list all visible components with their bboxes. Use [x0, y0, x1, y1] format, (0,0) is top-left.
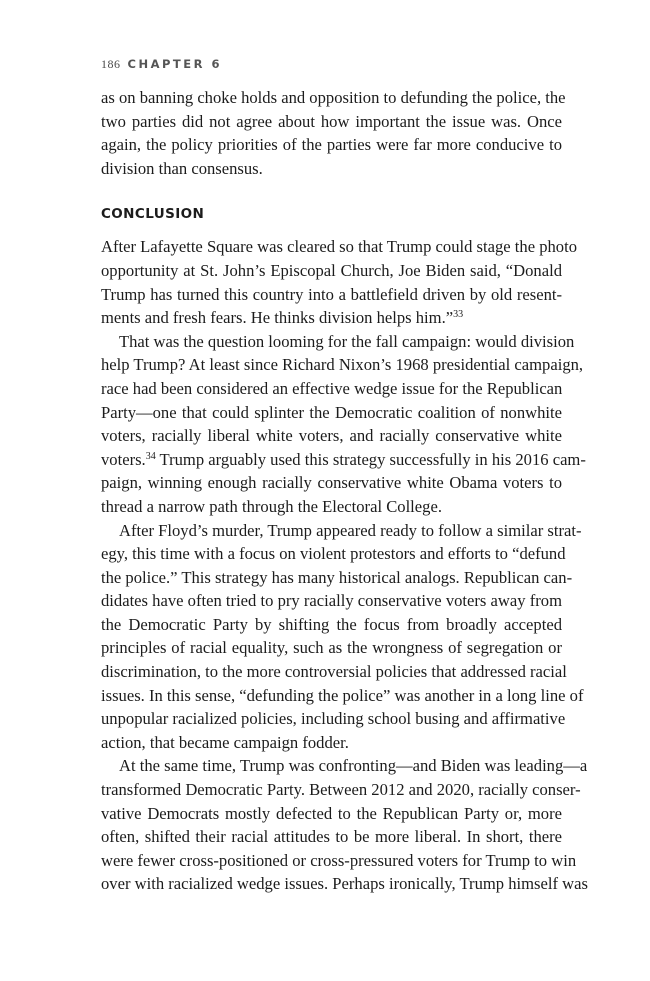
paragraph-3: [101, 519, 584, 755]
text-line: That was the question looming for the fall campaign: would division: [119, 331, 575, 351]
text-line: thread a narrow path through the Electoral College.: [101, 496, 442, 516]
text-line: After Floyd’s murder, Trump appeared ready to follow a similar strat-: [119, 520, 582, 540]
text-line: were fewer cross-positioned or cross-pressured voters for Trump to win: [101, 850, 577, 870]
text-line: again, the policy priorities of the parties were far more conducive to: [101, 135, 562, 155]
text-line: Party—one that could splinter the Democratic coalition of nonwhite: [101, 402, 562, 422]
text-line: the Democratic Party by shifting the focus from broadly accepted: [101, 614, 562, 634]
text-line: as on banning choke holds and opposition to defunding the police, the: [101, 88, 566, 107]
paragraph-4: [101, 754, 588, 896]
text-line: unpopular racialized policies, including school busing and affirmative: [101, 709, 566, 729]
text-fragment: Trump arguably used this strategy successfully in his 2016 cam-: [155, 449, 586, 469]
text-fragment: ments and fresh fears. He thinks division helps him.”: [101, 308, 454, 328]
text-line: two parties did not agree about how important the issue was. Once: [101, 111, 562, 131]
opening-paragraph: [101, 86, 566, 180]
text-line: didates have often tried to pry racially conservative voters away from: [101, 591, 562, 611]
text-line: At the same time, Trump was confronting—and Biden was leading—a: [119, 756, 588, 776]
text-line: principles of racial equality, such as the wrongness of segregation or: [101, 638, 562, 658]
footnote-marker: 33: [453, 309, 464, 321]
text-line: opportunity at St. John’s Episcopal Church, Joe Biden said, “Donald: [101, 260, 562, 280]
text-line: action, that became campaign fodder.: [101, 732, 349, 752]
text-line: often, shifted their racial attitudes to be more liberal. In short, there: [101, 827, 562, 847]
paragraph-2: [101, 330, 586, 519]
text-line: [101, 448, 586, 472]
paragraph-1: [101, 235, 578, 329]
text-line: discrimination, to the more controversial policies that addressed racial: [101, 662, 567, 682]
footnote-marker: 34: [145, 450, 156, 462]
text-fragment: voters.: [101, 449, 146, 469]
text-line: issues. In this sense, “defunding the police” was another in a long line of: [101, 685, 584, 705]
chapter-label: CHAPTER 6: [127, 57, 222, 71]
text-line: After Lafayette Square was cleared so that Trump could stage the photo: [101, 237, 578, 257]
text-line: over with racialized wedge issues. Perhaps ironically, Trump himself was: [101, 874, 588, 894]
text-line: division than consensus.: [101, 158, 263, 178]
text-line: the police.” This strategy has many historical analogs. Republican can-: [101, 567, 573, 587]
text-line: Trump has turned this country into a battlefield driven by old resent-: [101, 284, 562, 304]
page-number: 186: [101, 57, 121, 71]
running-head: [101, 57, 222, 72]
text-line: vative Democrats mostly defected to the Republican Party or, more: [101, 803, 562, 823]
section-heading: CONCLUSION: [101, 206, 205, 223]
text-line: race had been considered an effective wedge issue for the Republican: [101, 378, 563, 398]
text-line: voters, racially liberal white voters, and racially conservative white: [101, 426, 562, 446]
page-body: [101, 86, 588, 896]
text-line: [101, 306, 562, 330]
text-line: help Trump? At least since Richard Nixon’s 1968 presidential campaign,: [101, 355, 584, 375]
text-line: egy, this time with a focus on violent protestors and efforts to “defund: [101, 544, 566, 564]
text-line: transformed Democratic Party. Between 2012 and 2020, racially conser-: [101, 780, 581, 800]
text-line: paign, winning enough racially conservative white Obama voters to: [101, 473, 562, 493]
